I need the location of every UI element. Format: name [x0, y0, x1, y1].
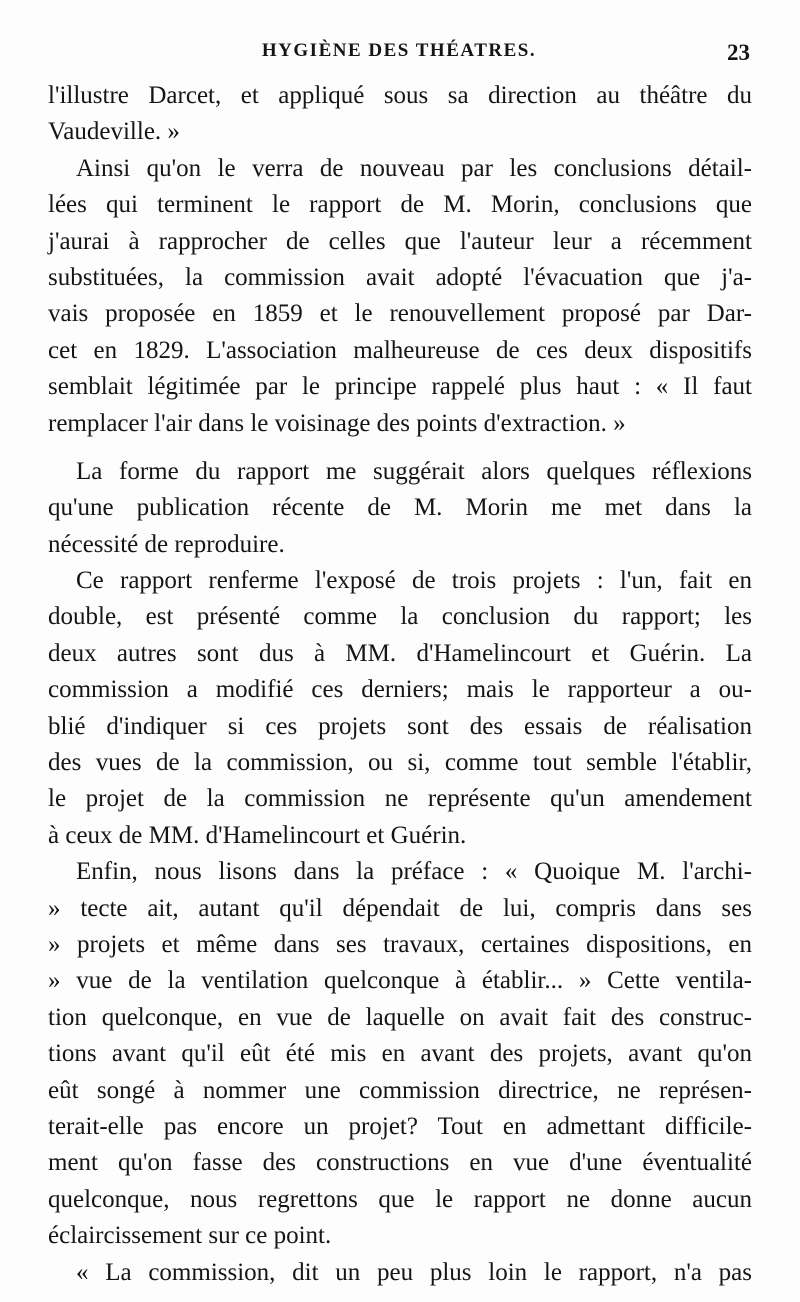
- paragraph-5: [48, 854, 752, 1254]
- text-line: deux autres sont dus à MM. d'Hamelincourt et Guérin. La: [48, 639, 752, 667]
- text-line: Ce rapport renferme l'exposé de trois projets : l'un, fait en: [76, 567, 752, 595]
- text-line: lées qui terminent le rapport de M. Morin, conclusions que: [48, 191, 752, 219]
- text-line: « La commission, dit un peu plus loin le rapport, n'a pas: [76, 1258, 752, 1286]
- running-title: HYGIÈNE DES THÉATRES.: [261, 40, 537, 61]
- page-number: 23: [727, 40, 750, 65]
- text-line: nécessité de reproduire.: [48, 530, 285, 558]
- text-line: eût songé à nommer une commission directrice, ne représen-: [48, 1076, 752, 1104]
- text-line: substituées, la commission avait adopté l'évacuation que j'a-: [48, 263, 752, 291]
- text-line: j'aurai à rapprocher de celles que l'auteur leur a récemment: [48, 227, 752, 255]
- text-line: à ceux de MM. d'Hamelincourt et Guérin.: [48, 821, 467, 849]
- text-line: terait-elle pas encore un projet? Tout en admettant difficile-: [48, 1112, 752, 1140]
- paragraph-1: [48, 78, 752, 151]
- body-text: [48, 78, 752, 1291]
- text-line: double, est présenté comme la conclusion du rapport; les: [48, 603, 752, 631]
- text-line: cet en 1829. L'association malheureuse de ces deux dispositifs: [48, 336, 752, 364]
- page-header: [48, 40, 750, 76]
- text-line: semblait légitimée par le principe rappelé plus haut : « Il faut: [48, 373, 752, 401]
- text-line: » vue de la ventilation quelconque à établir... » Cette ventila-: [48, 967, 752, 995]
- paragraph-2: [48, 151, 752, 442]
- text-line: le projet de la commission ne représente qu'un amendement: [48, 785, 752, 813]
- text-line: des vues de la commission, ou si, comme tout semble l'établir,: [48, 749, 752, 777]
- text-line: quelconque, nous regrettons que le rapport ne donne aucun: [48, 1185, 752, 1213]
- text-line: remplacer l'air dans le voisinage des points d'extraction. »: [48, 409, 626, 437]
- text-line: » tecte ait, autant qu'il dépendait de lui, compris dans ses: [48, 894, 752, 922]
- paragraph-3: [48, 454, 752, 563]
- text-line: l'illustre Darcet, et appliqué sous sa direction au théâtre du: [48, 82, 752, 109]
- text-line: La forme du rapport me suggérait alors quelques réflexions: [76, 457, 752, 485]
- text-line: Ainsi qu'on le verra de nouveau par les conclusions détail-: [76, 154, 752, 182]
- paragraph-4: [48, 563, 752, 854]
- text-line: » projets et même dans ses travaux, certaines dispositions, en: [48, 930, 752, 958]
- text-line: ment qu'on fasse des constructions en vue d'une éventualité: [48, 1149, 752, 1177]
- text-line: éclaircissement sur ce point.: [48, 1222, 332, 1250]
- text-line: vais proposée en 1859 et le renouvellement proposé par Dar-: [48, 300, 752, 328]
- text-line: blié d'indiquer si ces projets sont des essais de réalisation: [48, 712, 752, 740]
- text-line: tions avant qu'il eût été mis en avant des projets, avant qu'on: [48, 1040, 752, 1068]
- text-line: Vaudeville. »: [48, 118, 180, 146]
- text-line: tion quelconque, en vue de laquelle on avait fait des construc-: [48, 1003, 752, 1031]
- text-line: commission a modifié ces derniers; mais le rapporteur a ou-: [48, 676, 752, 704]
- text-line: qu'une publication récente de M. Morin me met dans la: [48, 494, 752, 522]
- paragraph-6: [48, 1255, 752, 1291]
- text-line: Enfin, nous lisons dans la préface : « Quoique M. l'archi-: [76, 858, 752, 886]
